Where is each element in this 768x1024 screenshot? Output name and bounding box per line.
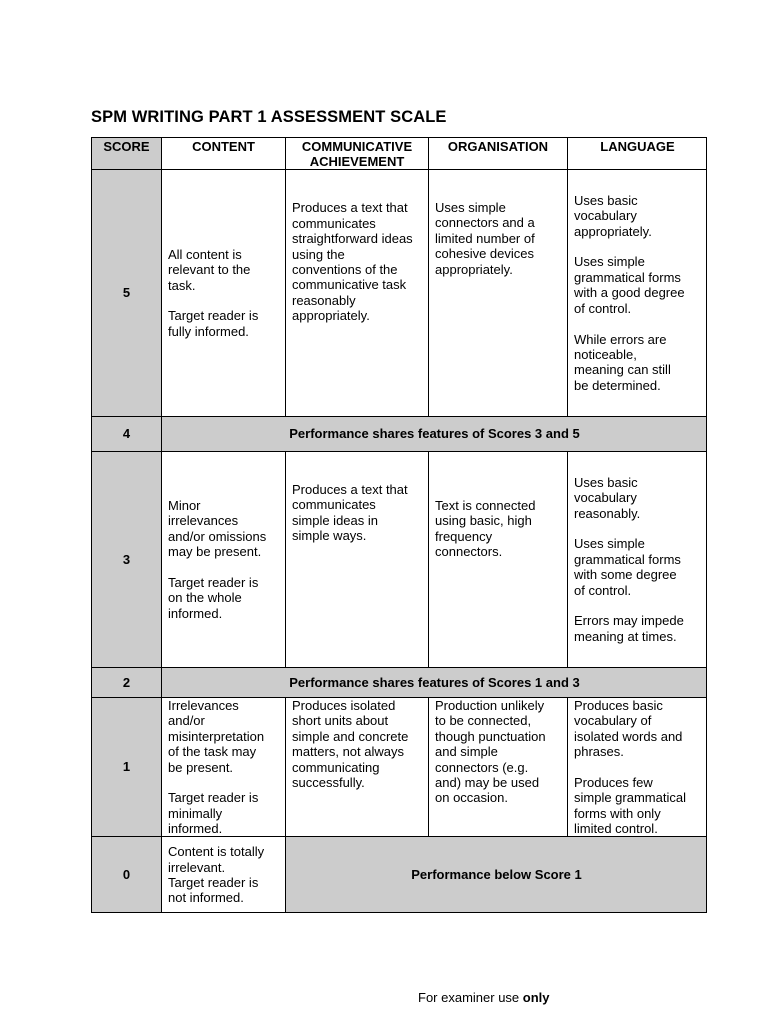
score-5: 5 — [91, 169, 161, 416]
row1-content-p2: Target reader is minimally informed. — [168, 790, 259, 837]
row4-performance-note: Performance shares features of Scores 3 and 5 — [161, 416, 707, 451]
table-bottom-border — [91, 912, 707, 913]
row5-language-p3: While errors are noticeable, meaning can still be determined. — [574, 331, 671, 393]
score-2: 2 — [91, 667, 161, 697]
examiner-note-text: For examiner use — [418, 990, 523, 1005]
row5-organisation — [428, 169, 567, 416]
row1-language-p1: Produces basic vocabulary of isolated words and phrases. — [574, 698, 683, 760]
row5-language-p1: Uses basic vocabulary appropriately. — [574, 192, 652, 239]
row5-communicative — [285, 169, 428, 416]
row3-language — [567, 451, 707, 667]
row5-content — [161, 169, 285, 416]
row5-content-p2: Target reader is fully informed. — [168, 308, 259, 339]
header-communicative-achievement: COMMUNICATIVE ACHIEVEMENT — [285, 137, 428, 169]
row0-content — [161, 836, 285, 913]
table-right-border — [706, 137, 707, 913]
row0-performance-note: Performance below Score 1 — [285, 836, 707, 913]
row3-content — [161, 451, 285, 667]
row1-organisation — [428, 697, 567, 836]
page-title: SPM WRITING PART 1 ASSESSMENT SCALE — [91, 108, 447, 126]
row3-language-p3: Errors may impede meaning at times. — [574, 613, 684, 644]
row1-language — [567, 697, 707, 836]
header-score: SCORE — [91, 137, 161, 169]
row3-content-p1: Minor irrelevances and/or omissions may be present. — [168, 497, 267, 560]
row1-content-p1: Irrelevances and/or misinterpretation of the task may be present. — [168, 698, 265, 775]
row2-performance-note: Performance shares features of Scores 1 and 3 — [161, 667, 707, 697]
row5-language-p2: Uses simple grammatical forms with a good degree of control. — [574, 254, 685, 316]
score-3: 3 — [91, 451, 161, 667]
row1-language-p2: Produces few simple grammatical forms with only limited control. — [574, 775, 686, 837]
row5-language — [567, 169, 707, 416]
row3-language-p2: Uses simple grammatical forms with some degree of control. — [574, 536, 681, 598]
examiner-note — [418, 990, 550, 1005]
row5-content-p1: All content is relevant to the task. — [168, 246, 251, 293]
header-content: CONTENT — [161, 137, 285, 169]
row1-communicative-p1: Produces isolated short units about simple and concrete matters, not always communicating successfully. — [292, 698, 409, 791]
row5-communicative-p1: Produces a text that communicates straightforward ideas using the conventions of the communicative task reasonably appropriately. — [292, 200, 413, 324]
score-4: 4 — [91, 416, 161, 451]
row1-content — [161, 697, 285, 836]
row3-content-p2: Target reader is on the whole informed. — [168, 574, 259, 621]
row0-content-p1: Content is totally irrelevant. Target reader is not informed. — [168, 844, 265, 906]
row5-organisation-p1: Uses simple connectors and a limited number of cohesive devices appropriately. — [435, 200, 535, 277]
examiner-note-emphasis: only — [522, 990, 550, 1005]
row3-communicative-p1: Produces a text that communicates simple ideas in simple ways. — [292, 482, 408, 544]
score-0: 0 — [91, 836, 161, 913]
row3-organisation-p1: Text is connected using basic, high frequency connectors. — [435, 498, 536, 560]
assessment-table — [91, 137, 707, 913]
row1-communicative — [285, 697, 428, 836]
score-1: 1 — [91, 697, 161, 836]
row1-organisation-p1: Production unlikely to be connected, though punctuation and simple connectors (e.g. and) may be used on occasion. — [435, 698, 546, 806]
row3-communicative — [285, 451, 428, 667]
header-language: LANGUAGE — [567, 137, 707, 169]
row3-language-p1: Uses basic vocabulary reasonably. — [574, 474, 641, 521]
row3-organisation — [428, 451, 567, 667]
header-organisation: ORGANISATION — [428, 137, 567, 169]
